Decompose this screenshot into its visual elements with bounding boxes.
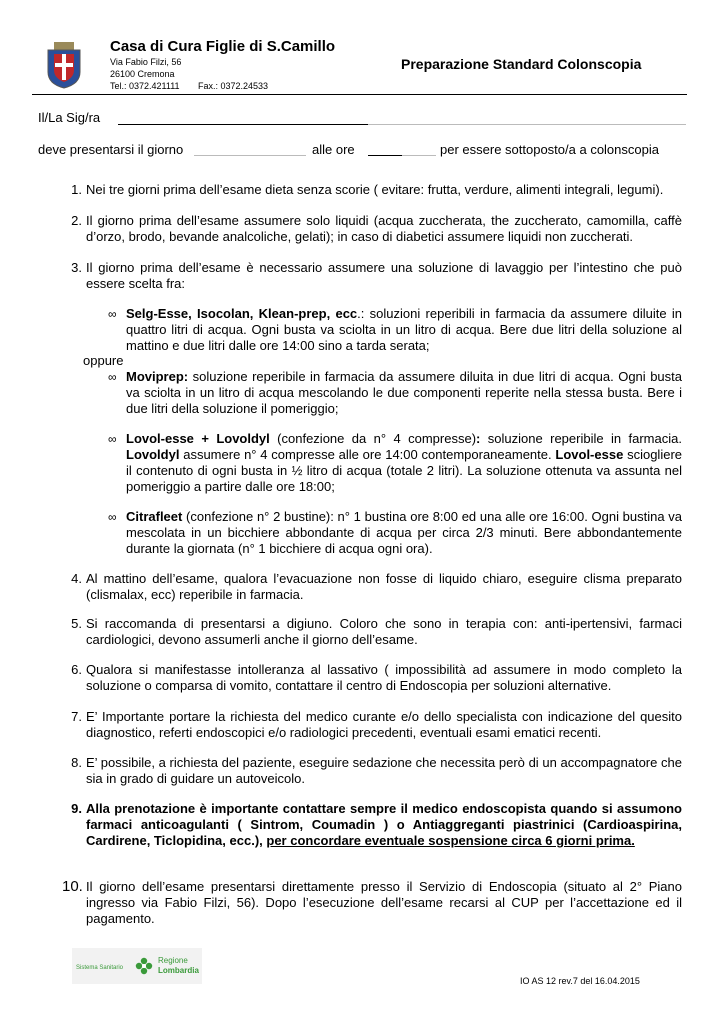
time-label: alle ore xyxy=(312,142,355,157)
option-name: Lovol-esse + Lovoldyl xyxy=(126,431,270,446)
item-number: 4. xyxy=(71,571,82,586)
date-prefix: deve presentarsi il giorno xyxy=(38,142,184,157)
option-description: .: soluzioni reperibili in farmacia da assumere diluite in quattro litri di acqua. Ogni busta va sciolta in un litro di acqua. Bere due litri della soluzione al mattino e due litri dalle ore 14:00 sino a tarda serata; xyxy=(126,306,682,353)
item-text: Il giorno prima dell’esame è necessario assumere una soluzione di lavaggio per l’intestino che può essere scelta fra: xyxy=(86,260,682,291)
item-number: 10. xyxy=(62,878,83,895)
item-text-underlined: per concordare eventuale sospensione circa 6 giorni prima. xyxy=(266,833,635,848)
list-item-10 xyxy=(62,879,682,927)
item-text: Alla prenotazione è importante contattare sempre il medico endoscopista quando si assumono farmaci anticoagulanti ( Sintrom, Coumadin ) o Antiaggreganti piastrinici (Cardioaspirina, Cardirene, Ticlopidina, ecc.), xyxy=(86,801,682,848)
item-text: Si raccomanda di presentarsi a digiuno. Coloro che sono in terapia con: anti-ipertensivi, farmaci cardiologici, devono assumerli anche il giorno dell’esame. xyxy=(86,616,682,647)
list-item-8 xyxy=(62,755,682,787)
lombardia-flower-icon xyxy=(134,956,154,976)
option-moviprep xyxy=(108,369,682,417)
list-item-3 xyxy=(62,260,682,292)
option-description: soluzione reperibile in farmacia da assumere diluita in due litri di acqua. Ogni busta va sciolta in un litro di acqua mescolando le due componenti reperite nella stessa busta. Bere i due litri della soluzione il pomeriggio; xyxy=(126,369,682,416)
header-divider xyxy=(32,94,687,95)
organization-name: Casa di Cura Figlie di S.Camillo xyxy=(110,38,336,55)
list-item-6 xyxy=(62,662,682,694)
item-number: 3. xyxy=(71,260,82,275)
item-number: 2. xyxy=(71,213,82,228)
item-text: Qualora si manifestasse intolleranza al lassativo ( impossibilità ad assumere in modo completo la soluzione o comparsa di vomito, contattare il centro di Endoscopia per soluzioni alternative. xyxy=(86,662,682,693)
item-text: Al mattino dell’esame, qualora l’evacuazione non fosse di liquido chiaro, eseguire clisma preparato (clismalax, ecc) reperibile in farmacia. xyxy=(86,571,682,602)
org-fax: Fax.: 0372.24533 xyxy=(198,81,269,91)
item-number: 5. xyxy=(71,616,82,631)
item-number: 8. xyxy=(71,755,82,770)
time-line-ext xyxy=(402,155,436,156)
infinity-bullet-icon: ∞ xyxy=(108,432,117,446)
item-number: 1. xyxy=(71,182,82,197)
item-number: 9. xyxy=(71,801,82,816)
item-number: 6. xyxy=(71,662,82,677)
option-citrafleet xyxy=(108,509,682,557)
item-text: Il giorno dell’esame presentarsi direttamente presso il Servizio di Endoscopia (situato al 2° Piano ingresso via Fabio Filzi, 56). Dopo l’esecuzione dell’esame recarsi al CUP per l’accettazione ed il pagamento. xyxy=(86,879,682,926)
infinity-bullet-icon: ∞ xyxy=(108,510,117,524)
option-name: Selg-Esse, Isocolan, Klean-prep, ecc xyxy=(126,306,358,321)
item-text: Nei tre giorni prima dell’esame dieta senza scorie ( evitare: frutta, verdure, alimenti integrali, legumi). xyxy=(86,182,664,197)
oppure-label: oppure xyxy=(83,353,124,368)
item-text: Il giorno prima dell’esame assumere solo liquidi (acqua zuccherata, the zuccherato, camomilla, caffè d’orzo, brodo, bevande analcoliche, gelati); in caso di diabetici assumere liquidi non zuccherati. xyxy=(86,213,682,244)
time-line[interactable] xyxy=(368,155,402,156)
lombardia-text: Lombardia xyxy=(158,966,199,975)
option-lovol-esse: ∞ Lovol-esse + Lovoldyl (confezione da n° 4 compresse): soluzione reperibile in farmacia. Lovoldyl assumere n° 4 compresse alle ore 14:00 contemporaneamente. Lovol-esse sciogliere il contenuto di ogni busta in ½ litro di acqua (totale 2 litri). La soluzione ottenuta va assunta nel pomeriggio a partire dalle ore 18:00; xyxy=(108,431,683,494)
exam-suffix: per essere sottoposto/a a colonscopia xyxy=(440,142,659,157)
item-number: 7. xyxy=(71,709,82,724)
item-text: E’ Importante portare la richiesta del medico curante e/o dello specialista con indicazione del quesito diagnostico, referti endoscopici e/o radiologici precedenti, eventuali esami ematici recenti. xyxy=(86,709,682,740)
option-selg-esse xyxy=(108,306,682,354)
sistema-sanitario-text: Sistema Sanitario xyxy=(76,965,124,971)
document-revision: IO AS 12 rev.7 del 16.04.2015 xyxy=(520,976,640,986)
infinity-bullet-icon: ∞ xyxy=(108,370,117,384)
list-item-9 xyxy=(62,801,682,849)
list-item-1 xyxy=(62,182,682,198)
list-item-2 xyxy=(62,213,682,245)
regione-lombardia-logo xyxy=(72,948,202,984)
org-phone: Tel.: 0372.421111 xyxy=(110,81,180,91)
patient-name-line[interactable] xyxy=(118,124,368,125)
document-title: Preparazione Standard Colonscopia xyxy=(401,56,642,72)
regione-text: Regione xyxy=(158,956,188,965)
coat-of-arms-icon xyxy=(42,40,86,90)
list-item-4 xyxy=(62,571,682,603)
option-name: Citrafleet xyxy=(126,509,183,524)
option-name: Moviprep: xyxy=(126,369,189,384)
item-text: E’ possibile, a richiesta del paziente, eseguire sedazione che necessita però di un accompagnatore che sia in grado di guidare un autoveicolo. xyxy=(86,755,682,786)
org-address: Via Fabio Filzi, 56 xyxy=(110,57,182,67)
org-city: 26100 Cremona xyxy=(110,69,175,79)
list-item-7 xyxy=(62,709,682,741)
infinity-bullet-icon: ∞ xyxy=(108,307,117,321)
date-line[interactable] xyxy=(194,155,306,156)
list-item-5 xyxy=(62,616,682,648)
option-description: (confezione n° 2 bustine): n° 1 bustina ore 8:00 ed una alle ore 16:00. Ogni bustina va mescolata in un bicchiere abbondante di acqua per circa 2/3 minuti. Bere abbondantemente durante la giornata (n° 1 bicchiere di acqua ogni ora). xyxy=(126,509,682,556)
patient-name-line-ext xyxy=(368,124,686,125)
patient-label: Il/La Sig/ra xyxy=(38,110,101,125)
